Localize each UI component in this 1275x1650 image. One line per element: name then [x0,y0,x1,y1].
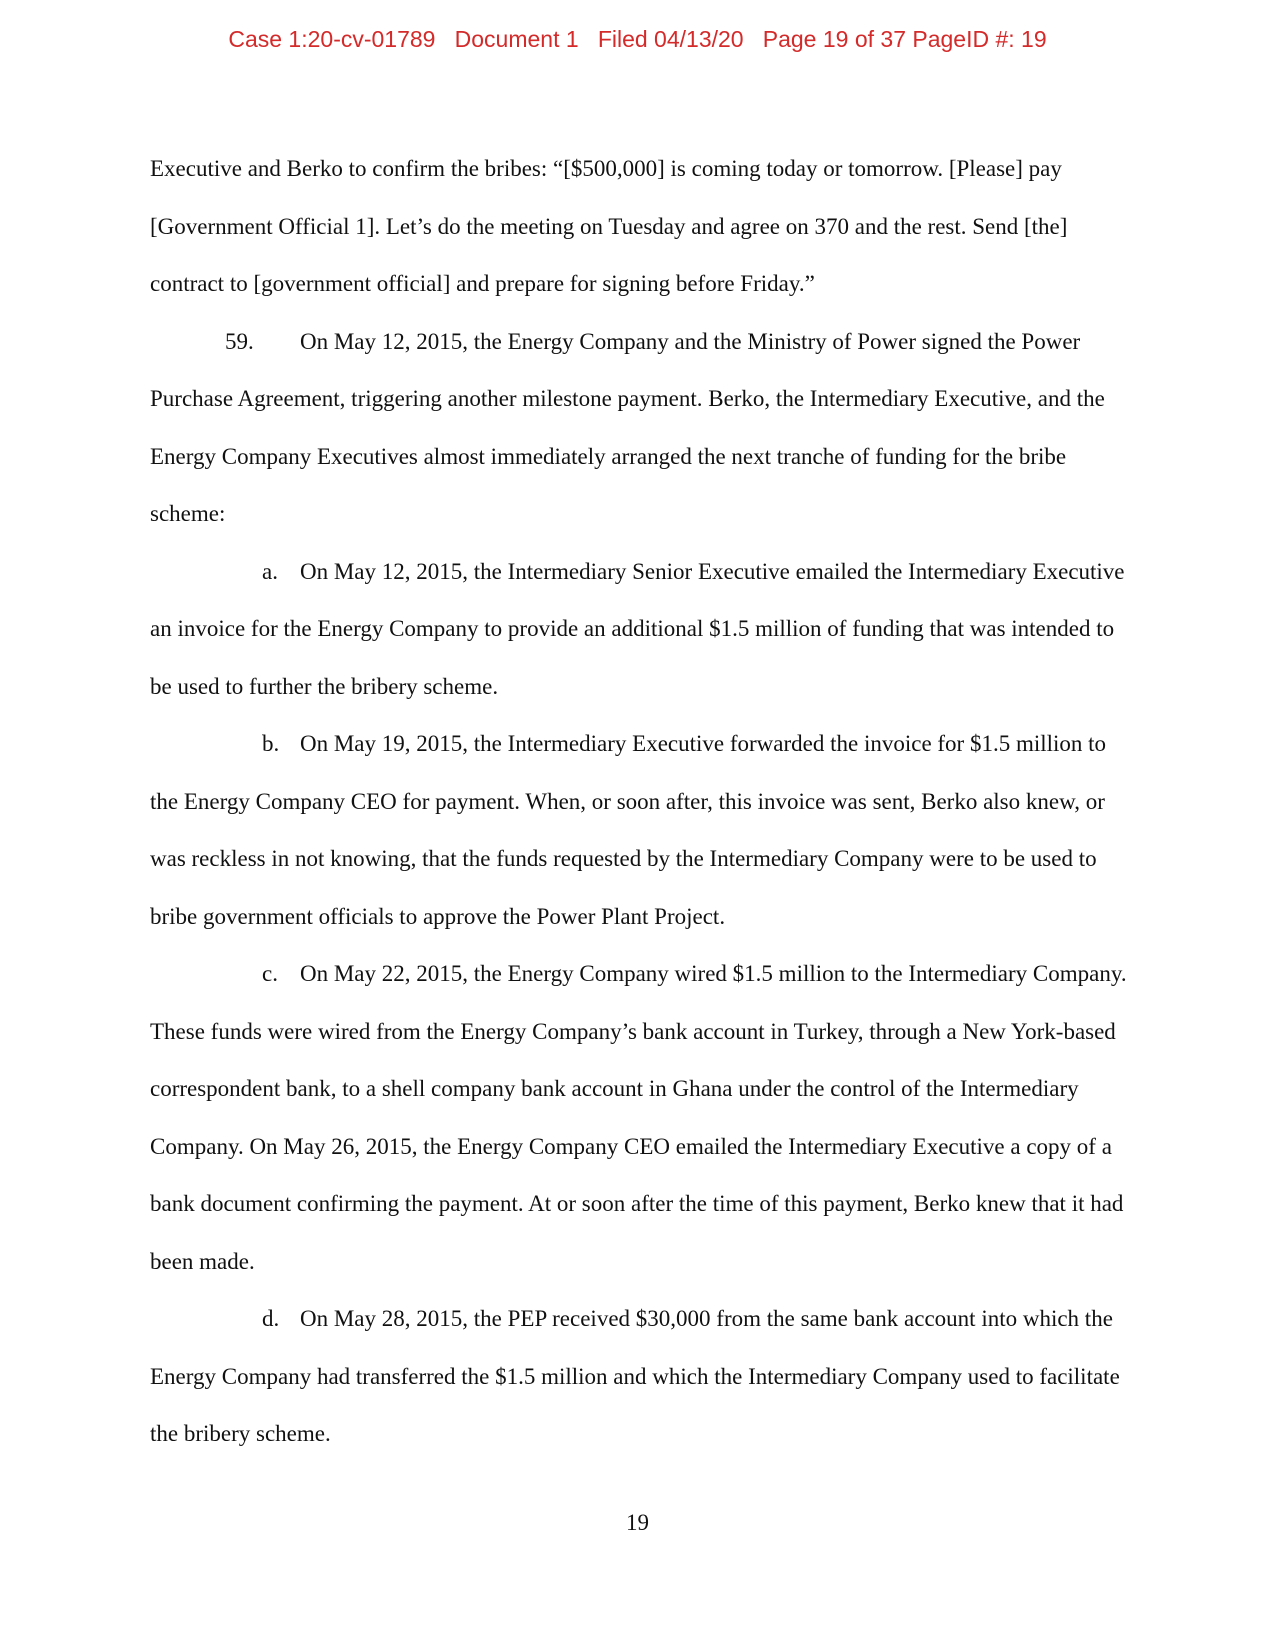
sub-item-text: On May 19, 2015, the Intermediary Executive forwarded the invoice for $1.5 million to the Energy Company CEO for payment. When, or soon after, this invoice was sent, Berko also knew, or was reckless in not knowing, that the funds requested by the Intermediary Company were to be used to bribe government officials to approve the Power Plant Project. [150,731,1107,929]
sub-item-d [150,1290,1135,1463]
case-header: Case 1:20-cv-01789 Document 1 Filed 04/13/20 Page 19 of 37 PageID #: 19 [228,26,1047,52]
paragraph-text: On May 12, 2015, the Energy Company and the Ministry of Power signed the Power Purchase Agreement, triggering another milestone payment. Berko, the Intermediary Executive, and the Energy Company Executives almost immediately arranged the next tranche of funding for the bribe scheme: [150,328,1105,526]
sub-item-letter: d. [262,1306,280,1331]
paragraph-59 [150,313,1135,543]
sub-item-text: On May 28, 2015, the PEP received $30,000 from the same bank account into which the Energy Company had transferred the $1.5 million and which the Intermediary Company used to facilitate the bribery scheme. [150,1306,1120,1446]
sub-item-letter: a. [262,558,278,584]
document-body [150,140,1135,1463]
page-number: 19 [626,1510,649,1535]
sub-item-b [150,715,1135,945]
continuation-paragraph: Executive and Berko to confirm the bribes: “[$500,000] is coming today or tomorrow. [Please] pay [Government Official 1]. Let’s do the meeting on Tuesday and agree on 370 and the rest. Send [the] contract to [government official] and prepare for signing before Friday.” [150,156,1068,296]
sub-item-letter: b. [262,731,280,756]
sub-item-text: On May 22, 2015, the Energy Company wired $1.5 million to the Intermediary Company. These funds were wired from the Energy Company’s bank account in Turkey, through a New York-based correspondent bank, to a shell company bank account in Ghana under the control of the Intermediary Company. On May 26, 2015, the Energy Company CEO emailed the Intermediary Executive a copy of a bank document confirming the payment. At or soon after the time of this payment, Berko knew that it had been made. [150,961,1127,1274]
sub-item-c [150,945,1135,1290]
sub-item-letter: c. [262,961,278,986]
sub-item-a [150,543,1135,716]
sub-item-text: On May 12, 2015, the Intermediary Senior Executive emailed the Intermediary Executive an invoice for the Energy Company to provide an additional $1.5 million of funding that was intended to be used to further the bribery scheme. [150,558,1125,699]
paragraph-number: 59. [225,328,254,354]
